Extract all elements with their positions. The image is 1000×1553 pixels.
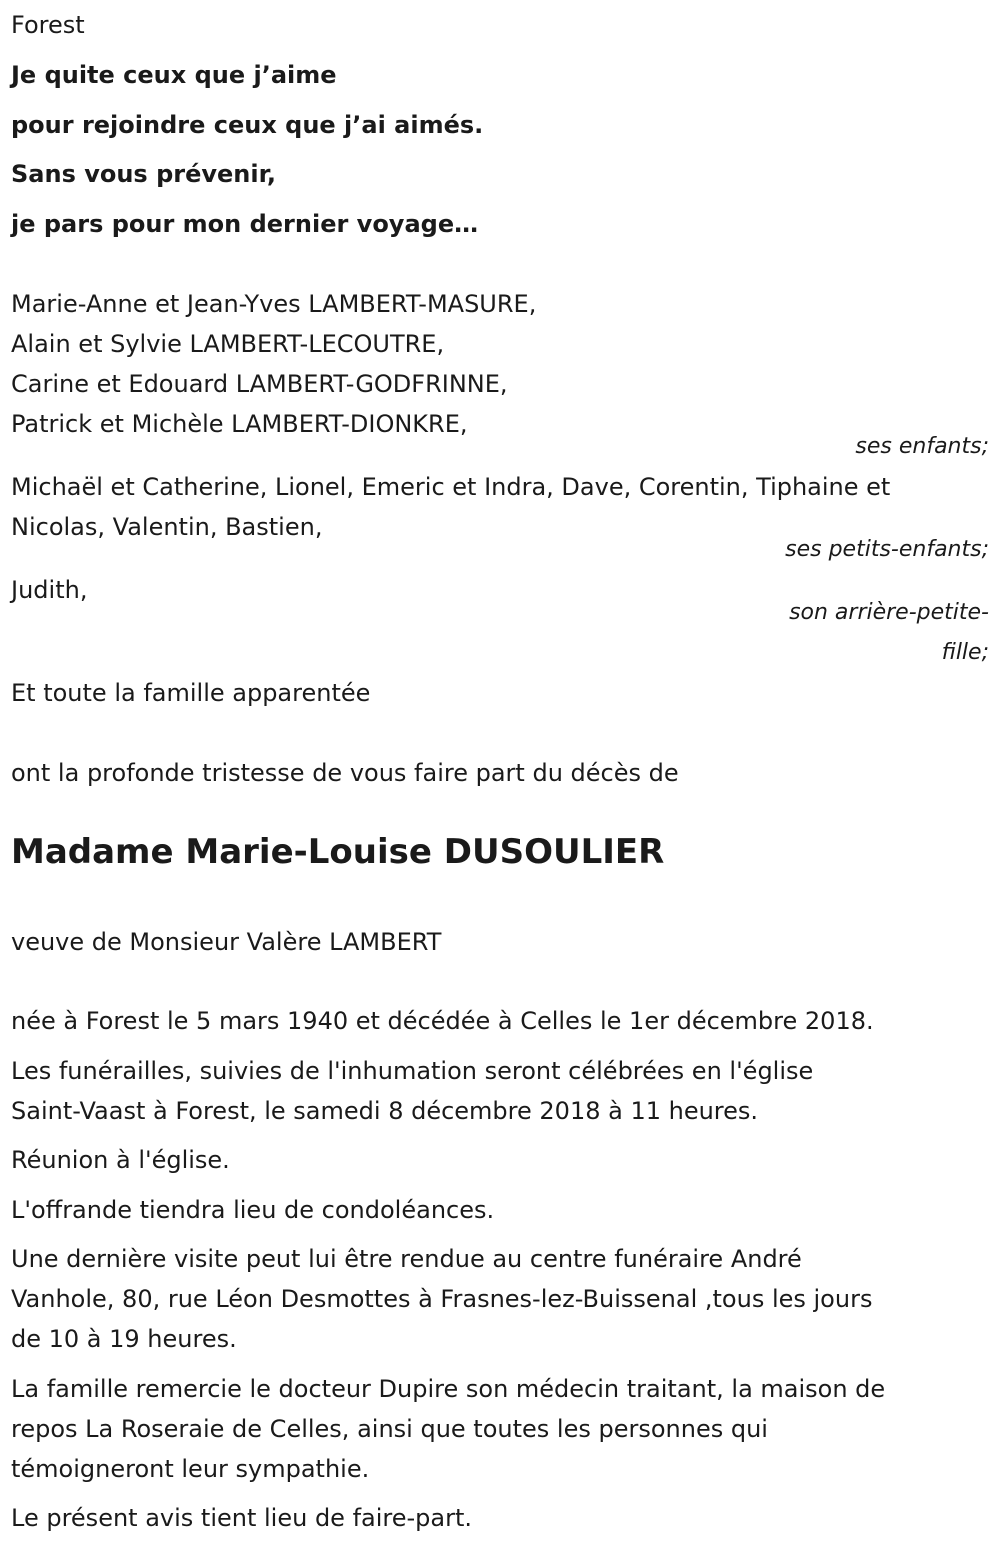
- children-line-2: Alain et Sylvie LAMBERT-LECOUTRE,: [11, 330, 445, 358]
- grandchildren-role: ses petits-enfants;: [785, 537, 989, 562]
- children-line-3: Carine et Edouard LAMBERT-GODFRINNE,: [11, 370, 508, 398]
- place-name: Forest: [11, 11, 85, 39]
- visit-line-3: de 10 à 19 heures.: [11, 1325, 237, 1353]
- birth-death-line: née à Forest le 5 mars 1940 et décédée à Celles le 1er décembre 2018.: [11, 1007, 874, 1035]
- meeting-line: Réunion à l'église.: [11, 1146, 230, 1174]
- children-line-4: Patrick et Michèle LAMBERT-DIONKRE,: [11, 410, 468, 438]
- poem-line-3: Sans vous prévenir,: [11, 160, 277, 188]
- offering-line: L'offrande tiendra lieu de condoléances.: [11, 1196, 495, 1224]
- thanks-line-2: repos La Roseraie de Celles, ainsi que toutes les personnes qui: [11, 1415, 768, 1443]
- funeral-line-1: Les funérailles, suivies de l'inhumation seront célébrées en l'église: [11, 1057, 814, 1085]
- poem-line-2: pour rejoindre ceux que j’ai aimés.: [11, 111, 484, 139]
- children-role: ses enfants;: [855, 434, 989, 459]
- widow-of-line: veuve de Monsieur Valère LAMBERT: [11, 928, 442, 956]
- thanks-line-3: témoigneront leur sympathie.: [11, 1455, 370, 1483]
- great-grandchild-role-line-2: fille;: [941, 640, 989, 665]
- visit-line-2: Vanhole, 80, rue Léon Desmottes à Frasnes-lez-Buissenal ,tous les jours: [11, 1285, 873, 1313]
- great-grandchild-role-line-1: son arrière-petite-: [789, 600, 989, 625]
- grandchildren-line-2: Nicolas, Valentin, Bastien,: [11, 513, 323, 541]
- grandchildren-line-1: Michaël et Catherine, Lionel, Emeric et Indra, Dave, Corentin, Tiphaine et: [11, 473, 891, 501]
- family-line: Et toute la famille apparentée: [11, 679, 371, 707]
- deceased-name: Madame Marie-Louise DUSOULIER: [11, 832, 665, 872]
- announcement-line: ont la profonde tristesse de vous faire part du décès de: [11, 759, 679, 787]
- funeral-line-2: Saint-Vaast à Forest, le samedi 8 décembre 2018 à 11 heures.: [11, 1097, 759, 1125]
- poem-line-4: je pars pour mon dernier voyage…: [11, 210, 479, 238]
- visit-line-1: Une dernière visite peut lui être rendue au centre funéraire André: [11, 1245, 802, 1273]
- great-grandchild: Judith,: [11, 576, 88, 604]
- poem-line-1: Je quite ceux que j’aime: [11, 61, 337, 89]
- closing-line: Le présent avis tient lieu de faire-part.: [11, 1504, 473, 1532]
- thanks-line-1: La famille remercie le docteur Dupire son médecin traitant, la maison de: [11, 1375, 886, 1403]
- children-line-1: Marie-Anne et Jean-Yves LAMBERT-MASURE,: [11, 290, 537, 318]
